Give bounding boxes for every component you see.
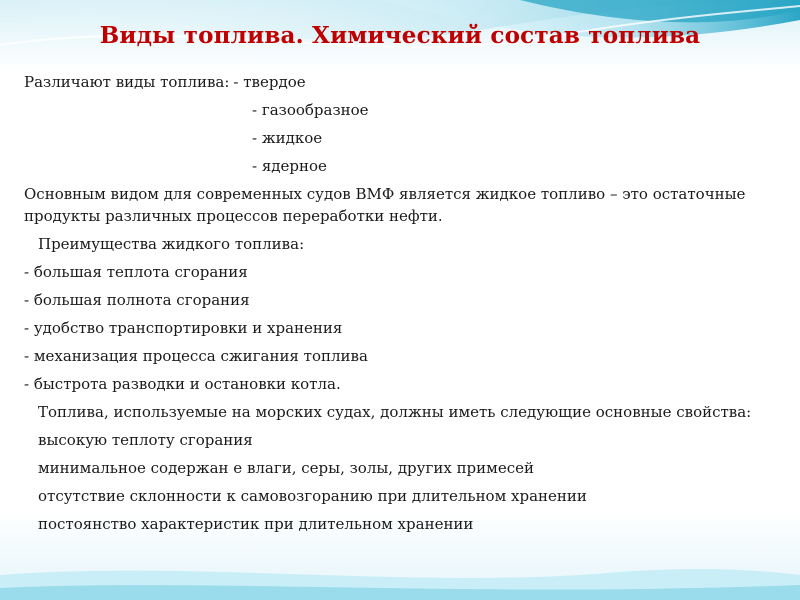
property-item: минимальное содержан е влаги, серы, золы, других примесей bbox=[38, 459, 534, 477]
advantages-list bbox=[24, 258, 754, 398]
advantage-item: - большая теплота сгорания bbox=[24, 263, 248, 281]
advantage-item: - механизация процесса сжигания топлива bbox=[24, 347, 368, 365]
advantage-item: - быстрота разводки и остановки котла. bbox=[24, 375, 341, 393]
fuel-types-intro-line bbox=[24, 68, 754, 96]
advantages-heading: Преимущества жидкого топлива: bbox=[38, 235, 305, 253]
fuel-type-item: - жидкое bbox=[252, 129, 323, 147]
property-item: высокую теплоту сгорания bbox=[38, 431, 253, 449]
slide-title: Виды топлива. Химический состав топлива bbox=[99, 22, 701, 49]
properties-heading: Топлива, используемые на морских судах, должны иметь следующие основные свойства: bbox=[38, 403, 752, 421]
property-item: отсутствие склонности к самовозгоранию при длительном хранении bbox=[38, 487, 587, 505]
property-item: постоянство характеристик при длительном хранении bbox=[38, 515, 474, 533]
properties-list bbox=[24, 426, 754, 538]
fuel-types-list bbox=[24, 68, 754, 180]
fuel-type-item: - ядерное bbox=[252, 157, 327, 175]
fuel-types-intro: Различают виды топлива: bbox=[24, 73, 230, 91]
fuel-type-item: - твердое bbox=[233, 73, 306, 91]
fuel-type-item: - газообразное bbox=[252, 101, 369, 119]
advantage-item: - удобство транспортировки и хранения bbox=[24, 319, 343, 337]
main-statement: Основным видом для современных судов ВМФ является жидкое топливо – это остаточные продукты различных процессов переработки нефти. bbox=[24, 185, 746, 225]
slide-body bbox=[24, 68, 754, 538]
advantage-item: - большая полнота сгорания bbox=[24, 291, 250, 309]
